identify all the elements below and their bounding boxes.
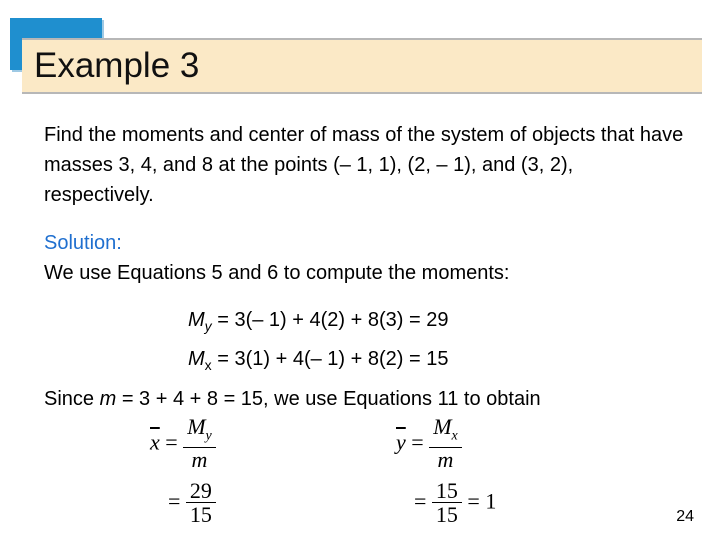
xbar-frac1-num: $M_y$ — [183, 416, 216, 448]
ybar-frac1-den: m — [437, 447, 454, 473]
xbar-equals-2: = — [168, 488, 181, 514]
ybar-fraction-2 — [432, 480, 462, 527]
ybar-frac1-num: $M_x$ — [429, 416, 462, 448]
solution-label: Solution: — [44, 232, 122, 254]
eq-my-var: M — [188, 309, 205, 331]
equation-my — [188, 305, 448, 341]
xbar-frac2-num: 29 — [186, 480, 216, 503]
conclusion-pre: Since — [44, 388, 100, 410]
conclusion-post: = 3 + 4 + 8 = 15, we use Equations 11 to obtain — [116, 388, 541, 410]
ybar-frac2-den: 15 — [435, 502, 458, 527]
ybar-frac2-num: 15 — [432, 480, 462, 503]
eq-mx-var: M — [188, 348, 205, 370]
xbar-frac1-den: m — [191, 447, 208, 473]
eq-my-sub: y — [204, 318, 212, 334]
conclusion-m: m — [99, 388, 117, 410]
ybar-equals: = — [411, 429, 424, 455]
xbar-equals: = — [165, 429, 178, 455]
ybar-line-2 — [414, 480, 496, 527]
ybar-line-1 — [396, 416, 462, 472]
xbar-line-2 — [168, 480, 216, 527]
ybar-equals-2: = — [414, 488, 427, 514]
eq-my-expr: = 3(– 1) + 4(2) + 8(3) = 29 — [211, 309, 449, 331]
intro-text: We use Equations 5 and 6 to compute the moments: — [44, 262, 510, 284]
slide-title: Example 3 — [34, 46, 200, 85]
xbar-fraction-1 — [183, 416, 216, 472]
ybar-result: = 1 — [467, 488, 497, 514]
page-number: 24 — [676, 508, 694, 525]
xbar-fraction-2 — [186, 480, 216, 527]
eq-mx-expr: = 3(1) + 4(– 1) + 8(2) = 15 — [211, 348, 449, 370]
conclusion-text — [44, 384, 704, 414]
equation-mx — [188, 344, 448, 380]
ybar-fraction-1 — [429, 416, 462, 472]
xbar-line-1 — [150, 416, 216, 472]
xbar-symbol: $\overline{x}$ — [150, 429, 160, 455]
xbar-frac2-den: 15 — [189, 502, 212, 527]
eq-mx-sub: x — [204, 357, 212, 373]
problem-text: Find the moments and center of mass of the system of objects that have masses 3, 4, and 8 at the points (– 1, 1), (2, – 1), and (3, 2), respectively. — [44, 124, 684, 206]
ybar-symbol: $\overline{y}$ — [396, 429, 406, 455]
